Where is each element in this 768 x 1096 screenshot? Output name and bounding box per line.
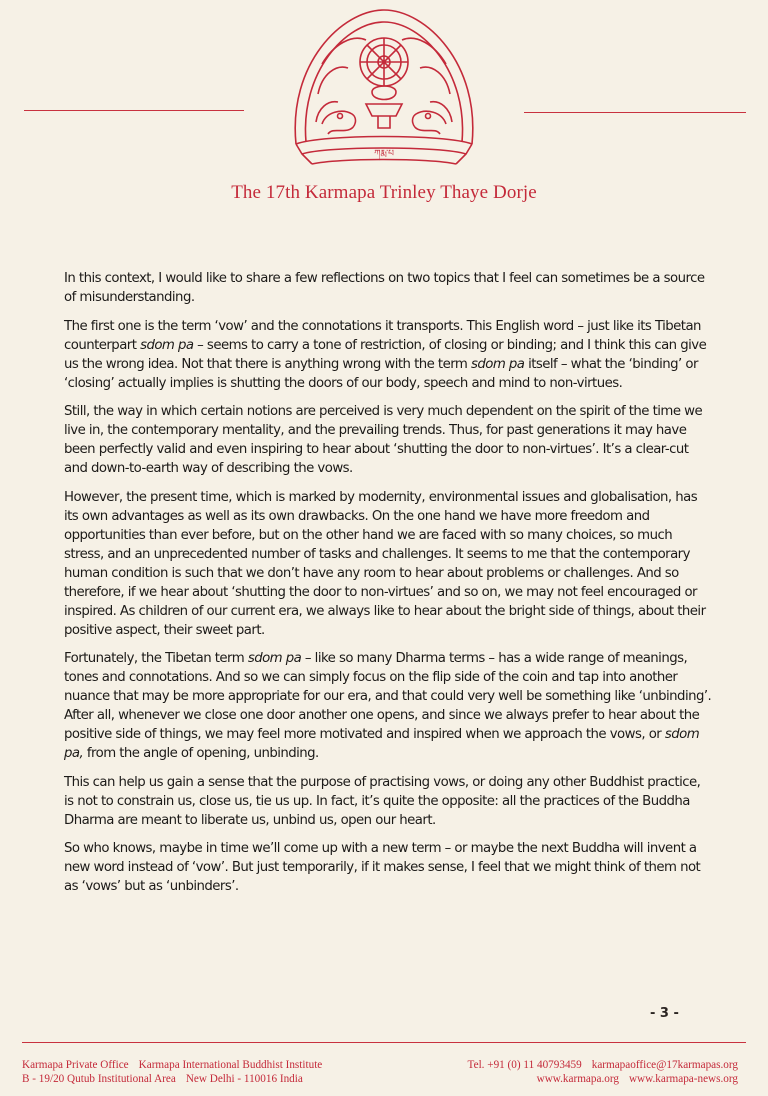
paragraph-text: This can help us gain a sense that the purpose of practising vows, or doing any other Buddhist practice, is not to constrain us, close us, tie us up. In fact, it’s quite the opposite: all the practices of the Buddha Dharma are meant to liberate us, unbind us, open our heart.	[64, 774, 701, 828]
body-paragraph	[64, 269, 712, 307]
paragraph-text: However, the present time, which is marked by modernity, environmental issues and globalisation, has its own advantages as well as its own drawbacks. On the one hand we have more freedom and opportunities than ever before, but on the other hand we are faced with so many choices, so much stress, and an unprecedented number of tasks and challenges. It seems to me that the contemporary human condition is such that we don’t have any room to hear about problems or challenges. And so therefore, if we hear about ‘shutting the door to non-virtues’ and so on, we may not feel encouraged or inspired. As children of our current era, we always like to hear about the bright side of things, about their positive aspect, their sweet part.	[64, 489, 706, 638]
karmapa-emblem-icon	[282, 4, 486, 172]
footer-office: Karmapa Private Office	[22, 1059, 129, 1071]
footer-email[interactable]: karmapaoffice@17karmapas.org	[591, 1059, 738, 1071]
footer-address: B - 19/20 Qutub Institutional Area	[22, 1073, 176, 1085]
italic-term: sdom pa	[247, 651, 302, 666]
body-paragraph	[64, 773, 712, 830]
page-number: - 3 -	[650, 1006, 679, 1021]
footer-city: New Delhi - 110016 India	[185, 1073, 303, 1085]
footer-phone: Tel. +91 (0) 11 40793459	[467, 1059, 582, 1071]
paragraph-text: itself – what the ‘binding’ or ‘closing’ actually implies is shutting the doors of our body, speech and mind to non-virtues.	[64, 356, 698, 391]
paragraph-text: The first one is the term ‘vow’ and the connotations it transports. This English word – just like its Tibetan counterpart	[64, 318, 701, 353]
footer-institute: Karmapa International Buddhist Institute	[138, 1059, 323, 1071]
paragraph-text: – like so many Dharma terms – has a wide range of meanings, tones and connotations. And so we can simply focus on the flip side of the coin and tap into another nuance that may be more appropriate for our era, and that could very well be something like ‘unbinding’. After all, whenever we close one door another one opens, and since we always prefer to hear about the positive side of things, we may feel more motivated and inspired when we approach the vows, or	[64, 651, 712, 742]
paragraph-text: So who knows, maybe in time we’ll come up with a new term – or maybe the next Buddha will invent a new word instead of ‘vow’. But just temporarily, if it makes sense, I feel that we might think of them not as ‘vows’ but as ‘unbinders’.	[64, 841, 701, 894]
body-paragraph	[64, 317, 712, 393]
svg-text:ཀརྨ་པ: ཀརྨ་པ	[374, 149, 394, 159]
footer-contact-block	[446, 1058, 738, 1086]
italic-term: sdom pa	[140, 337, 194, 353]
body-paragraph	[64, 402, 712, 478]
footer-rule	[22, 1042, 746, 1043]
header-rule-left	[24, 110, 244, 111]
footer-address-block	[22, 1058, 322, 1086]
paragraph-text: – seems to carry a tone of restriction, of closing or binding; and I think this can give us the wrong idea. Not that there is anything wrong with the term	[64, 337, 707, 372]
paragraph-text: In this context, I would like to share a few reflections on two topics that I feel can sometimes be a source of misunderstanding.	[64, 271, 705, 305]
paragraph-text: Still, the way in which certain notions are perceived is very much dependent on the spirit of the time we live in, the contemporary mentality, and the prevailing trends. Thus, for past generations it may have been perfectly valid and even inspiring to hear about ‘shutting the door to non-virtues’. It’s a clear-cut and down-to-earth way of describing the vows.	[64, 404, 703, 476]
footer-news-website-link[interactable]: www.karmapa-news.org	[628, 1073, 738, 1085]
header-rule-right	[524, 112, 746, 113]
body-paragraph	[64, 839, 712, 896]
body-paragraph	[64, 649, 712, 763]
paragraph-text: Fortunately, the Tibetan term	[64, 651, 248, 666]
paragraph-text: from the angle of opening, unbinding.	[83, 746, 319, 761]
italic-term: sdom pa,	[64, 727, 700, 761]
body-paragraph	[64, 488, 712, 640]
page-title: The 17th Karmapa Trinley Thaye Dorje	[231, 182, 537, 203]
footer-website-link[interactable]: www.karmapa.org	[536, 1073, 619, 1085]
italic-term: sdom pa	[470, 356, 525, 372]
letter-body	[64, 269, 712, 906]
